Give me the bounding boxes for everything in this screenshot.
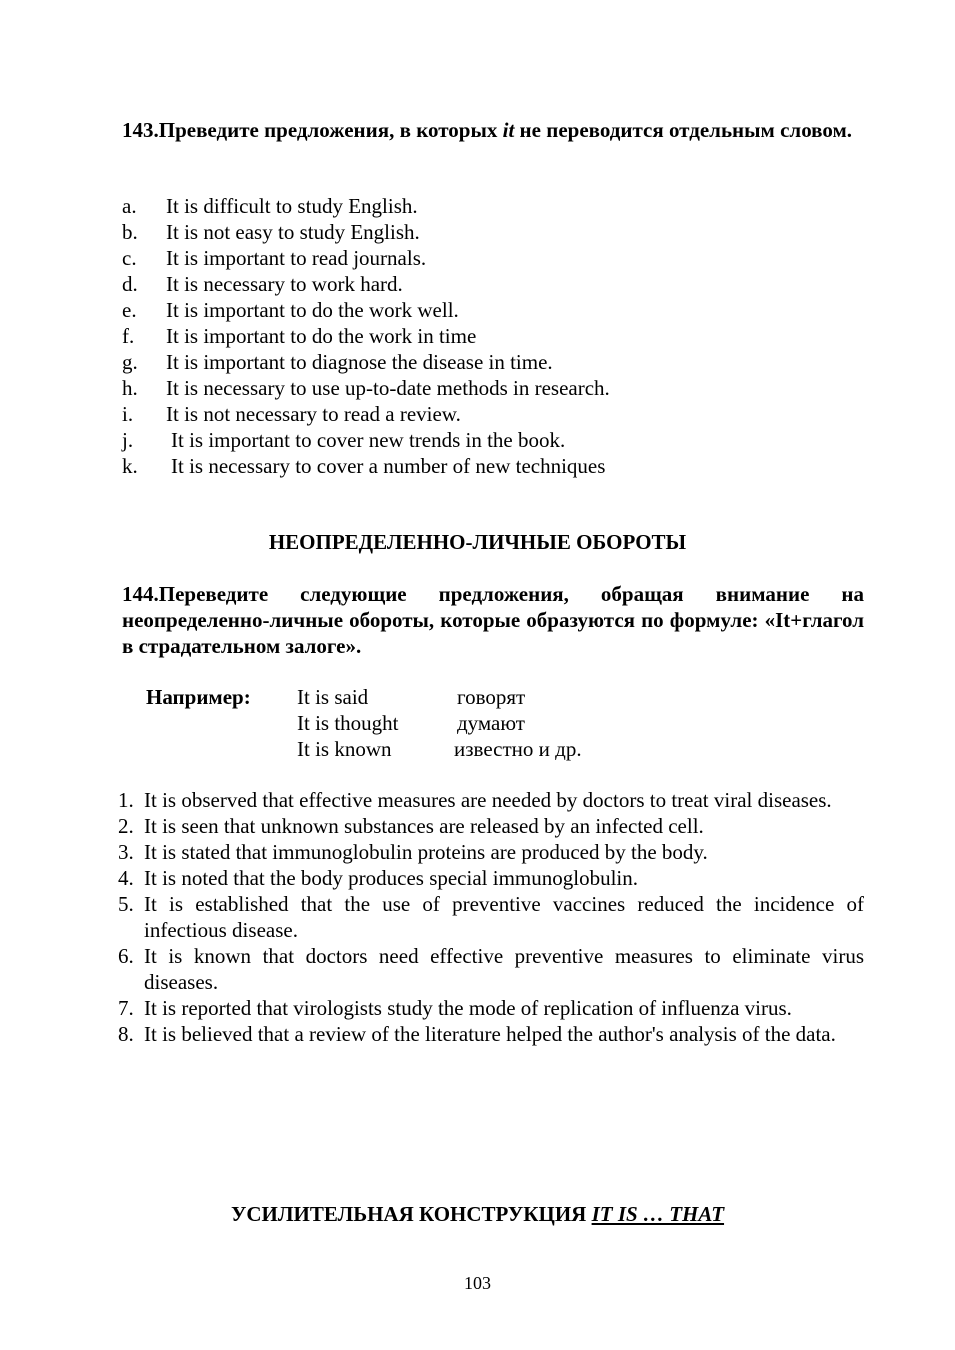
task-143-heading-part2: не переводится отдельным словом.	[514, 118, 853, 142]
item-text: It is difficult to study English.	[166, 194, 418, 218]
item-text: It is observed that effective measures are needed by doctors to treat viral diseases.	[144, 788, 832, 812]
section-title-emphasis: IT IS … THAT	[591, 1202, 725, 1226]
list-item	[118, 787, 864, 813]
list-item	[122, 245, 864, 271]
task-144-heading: 144.Переведите следующие предложения, обращая внимание на неопределенно-личные обороты, которые образуются по формуле: «It+глагол в страдательном залоге».	[122, 582, 864, 658]
item-label: b.	[122, 220, 138, 244]
page-number: 103	[464, 1273, 491, 1293]
item-text: It is necessary to use up-to-date methods in research.	[166, 376, 610, 400]
list-item	[118, 943, 864, 995]
list-item	[122, 193, 864, 219]
list-item	[122, 323, 864, 349]
item-text: It is established that the use of preventive vaccines reduced the incidence of infectious disease.	[144, 892, 864, 942]
item-number: 2.	[118, 814, 134, 838]
item-text: It is believed that a review of the literature helped the author's analysis of the data.	[144, 1022, 836, 1046]
example-label: Например:	[146, 685, 251, 709]
task-144-list	[118, 787, 864, 1047]
task-143-heading	[122, 117, 864, 143]
section-title-indefinite-personal: НЕОПРЕДЕЛЕННО-ЛИЧНЫЕ ОБОРОТЫ	[268, 530, 687, 554]
item-number: 6.	[118, 944, 134, 968]
list-item	[118, 1021, 864, 1047]
item-number: 8.	[118, 1022, 134, 1046]
list-item	[122, 401, 864, 427]
example-english: It is known	[297, 737, 392, 761]
list-item	[118, 995, 864, 1021]
item-text: It is known that doctors need effective preventive measures to eliminate virus diseases.	[144, 944, 864, 994]
item-number: 5.	[118, 892, 134, 916]
section-title-plain: УСИЛИТЕЛЬНАЯ КОНСТРУКЦИЯ	[230, 1202, 592, 1226]
list-item	[122, 375, 864, 401]
item-text: It is necessary to work hard.	[166, 272, 403, 296]
list-item	[122, 271, 864, 297]
task-143-heading-italic: it	[502, 118, 515, 142]
item-number: 4.	[118, 866, 134, 890]
item-number: 7.	[118, 996, 134, 1020]
item-label: d.	[122, 272, 138, 296]
item-text: It is noted that the body produces special immunoglobulin.	[144, 866, 639, 890]
item-text: It is important to read journals.	[166, 246, 427, 270]
section-title-emphatic-construction	[0, 1201, 955, 1227]
item-text: It is not easy to study English.	[166, 220, 420, 244]
list-item	[122, 297, 864, 323]
list-item	[122, 427, 864, 453]
item-text: It is important to do the work in time	[166, 324, 477, 348]
item-label: g.	[122, 350, 138, 374]
item-label: i.	[122, 402, 134, 426]
item-label: a.	[122, 194, 137, 218]
list-item	[122, 219, 864, 245]
example-russian: известно и др.	[454, 737, 582, 761]
item-label: j.	[122, 428, 134, 452]
item-label: k.	[122, 454, 138, 478]
list-item	[118, 813, 864, 839]
list-item	[118, 891, 864, 943]
item-label: e.	[122, 298, 137, 322]
list-item	[122, 453, 864, 479]
example-russian: думают	[457, 711, 525, 735]
list-item	[118, 865, 864, 891]
list-item	[122, 349, 864, 375]
item-text: It is necessary to cover a number of new techniques	[171, 454, 606, 478]
item-label: c.	[122, 246, 137, 270]
item-text: It is important to diagnose the disease in time.	[166, 350, 553, 374]
item-text: It is reported that virologists study the mode of replication of influenza virus.	[144, 996, 792, 1020]
example-russian: говорят	[457, 685, 526, 709]
item-text: It is not necessary to read a review.	[166, 402, 461, 426]
item-text: It is seen that unknown substances are released by an infected cell.	[144, 814, 704, 838]
example-english: It is thought	[297, 711, 399, 735]
task-143-heading-part1: 143.Преведите предложения, в которых	[122, 118, 503, 142]
item-text: It is stated that immunoglobulin proteins are produced by the body.	[144, 840, 708, 864]
item-text: It is important to do the work well.	[166, 298, 459, 322]
item-label: f.	[122, 324, 135, 348]
item-number: 3.	[118, 840, 134, 864]
list-item	[118, 839, 864, 865]
item-label: h.	[122, 376, 138, 400]
example-english: It is said	[297, 685, 369, 709]
task-143-list	[122, 193, 864, 479]
item-text: It is important to cover new trends in the book.	[171, 428, 566, 452]
item-number: 1.	[118, 788, 134, 812]
